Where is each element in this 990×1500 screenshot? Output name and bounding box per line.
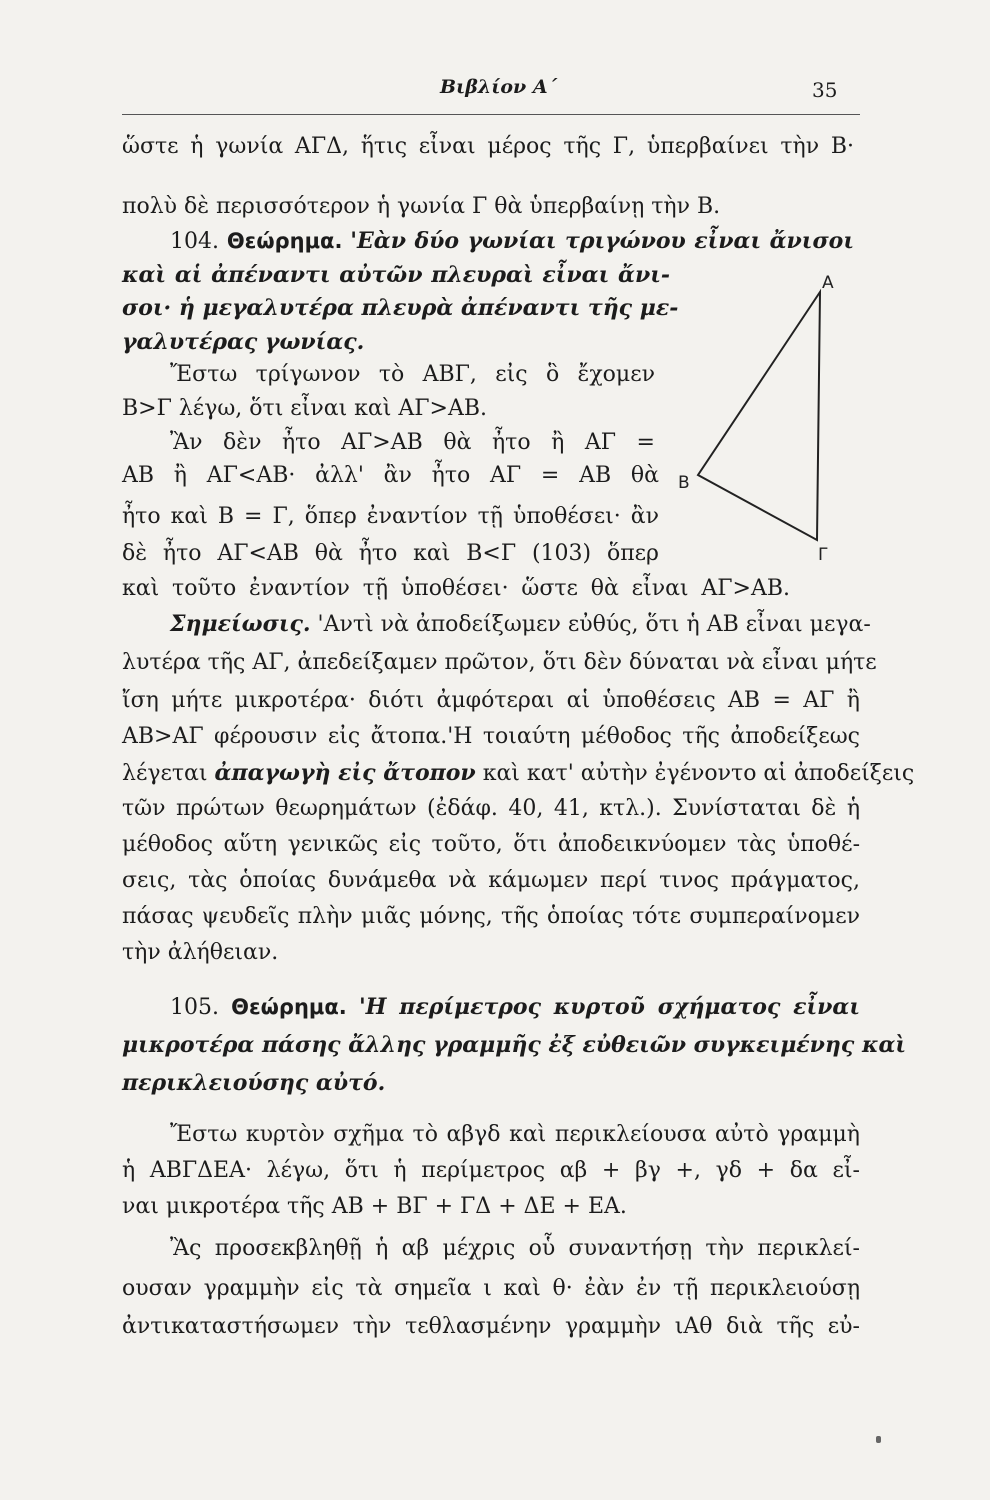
theorem-statement-line: γαλυτέρας γωνίας. bbox=[122, 329, 365, 355]
page-number: 35 bbox=[812, 78, 838, 102]
reductio-term: ἀπαγωγὴ εἰς ἄτοπον bbox=[214, 760, 476, 786]
theorem-statement-line: μικροτέρα πάσης ἄλλης γραμμῆς ἐξ εὐθειῶν συγκειμένης καὶ bbox=[122, 1032, 907, 1058]
text-line: σεις, τὰς ὁποίας δυνάμεθα νὰ κάμωμεν περί τινος πράγματος, bbox=[122, 868, 860, 893]
text-line: Ἂν δὲν ἦτο ΑΓ>ΑΒ θὰ ἦτο ἢ ΑΓ = bbox=[170, 430, 655, 455]
text-line: ἴση μήτε μικροτέρα· διότι ἀμφότεραι αἱ ὑποθέσεις ΑΒ = ΑΓ ἢ bbox=[122, 688, 860, 713]
theorem-statement: 'Εὰν δύο γωνίαι τριγώνου εἶναι ἄνισοι bbox=[350, 228, 854, 254]
triangle-abg bbox=[698, 292, 820, 540]
text-line: λυτέρα τῆς ΑΓ, ἀπεδείξαμεν πρῶτον, ὅτι δὲν δύναται νὰ εἶναι μήτε bbox=[122, 650, 877, 675]
text-line: Ἔστω κυρτὸν σχῆμα τὸ αβγδ καὶ περικλείουσα αὐτὸ γραμμὴ bbox=[170, 1122, 860, 1147]
print-speck bbox=[876, 1436, 881, 1443]
vertex-label-b: Β bbox=[678, 473, 690, 493]
theorem-statement-line: περικλειούσης αὐτό. bbox=[122, 1070, 386, 1096]
theorem-statement: 'Η περίμετρος κυρτοῦ σχήματος εἶναι bbox=[358, 994, 861, 1020]
text-line: ναι μικροτέρα τῆς ΑΒ + ΒΓ + ΓΔ + ΔΕ + ΕΑ. bbox=[122, 1194, 627, 1219]
section-number: 105. bbox=[170, 995, 219, 1020]
running-header-title: Βιβλίον Α΄ bbox=[440, 76, 558, 98]
theorem-statement-line: σοι· ἡ μεγαλυτέρα πλευρὰ ἀπέναντι τῆς με- bbox=[122, 295, 679, 321]
header-rule bbox=[122, 114, 860, 115]
text-line: ὥστε ἡ γωνία ΑΓΔ, ἥτις εἶναι μέρος τῆς Γ, ὑπερβαίνει τὴν Β· bbox=[122, 134, 854, 159]
section-number: 104. bbox=[170, 229, 219, 254]
theorem-label: Θεώρημα. bbox=[226, 229, 343, 253]
text-line: ΑΒ ἢ ΑΓ<ΑΒ· ἀλλ' ἂν ἦτο ΑΓ = ΑΒ θὰ bbox=[122, 463, 659, 488]
text-line: ἡ ΑΒΓΔΕΑ· λέγω, ὅτι ἡ περίμετρος αβ + βγ +, γδ + δα εἶ- bbox=[122, 1158, 860, 1183]
text-line: Ἔστω τρίγωνον τὸ ΑΒΓ, εἰς ὃ ἔχομεν bbox=[170, 362, 655, 387]
text-line: ουσαν γραμμὴν εἰς τὰ σημεῖα ι καὶ θ· ἐὰν ἐν τῇ περικλειούσῃ bbox=[122, 1276, 860, 1301]
text-line-reductio: λέγεται ἀπαγωγὴ εἰς ἄτοπον καὶ κατ' αὐτὴν ἐγένοντο αἱ ἀποδείξεις bbox=[122, 760, 915, 786]
theorem-statement-line: καὶ αἱ ἀπέναντι αὐτῶν πλευραὶ εἶναι ἄνι- bbox=[122, 262, 670, 288]
text-line: μέθοδος αὕτη γενικῶς εἰς τοῦτο, ὅτι ἀποδεικνύομεν τὰς ὑποθέ- bbox=[122, 832, 860, 857]
remark-first-line bbox=[122, 609, 871, 639]
text-line: καὶ τοῦτο ἐναντίον τῇ ὑποθέσει· ὥστε θὰ εἶναι ΑΓ>ΑΒ. bbox=[122, 576, 790, 601]
theorem-label: Θεώρημα. bbox=[231, 995, 347, 1019]
vertex-label-g: Γ bbox=[818, 545, 828, 565]
text-line: ΑΒ>ΑΓ φέρουσιν εἰς ἄτοπα.'Η τοιαύτη μέθοδος τῆς ἀποδείξεως bbox=[122, 724, 860, 749]
text-line: τῶν πρώτων θεωρημάτων (ἐδάφ. 40, 41, κτλ.). Συνίσταται δὲ ἡ bbox=[122, 796, 860, 821]
text-line: Β>Γ λέγω, ὅτι εἶναι καὶ ΑΓ>ΑΒ. bbox=[122, 396, 488, 421]
text-line: πολὺ δὲ περισσότερον ἡ γωνία Γ θὰ ὑπερβαίνῃ τὴν Β. bbox=[122, 194, 721, 219]
text-line: Ἂς προσεκβληθῇ ἡ αβ μέχρις οὗ συναντήσῃ τὴν περικλεί- bbox=[170, 1236, 860, 1261]
remark-text: 'Αντὶ νὰ ἀποδείξωμεν εὐθύς, ὅτι ἡ ΑΒ εἶναι μεγα- bbox=[317, 612, 871, 637]
text-line: τὴν ἀλήθειαν. bbox=[122, 940, 279, 965]
text-line: ἦτο καὶ Β = Γ, ὅπερ ἐναντίον τῇ ὑποθέσει· ἂν bbox=[122, 504, 659, 529]
vertex-label-a: Α bbox=[822, 273, 834, 293]
theorem-104-heading bbox=[122, 226, 854, 256]
triangle-figure bbox=[670, 270, 870, 580]
text-line: ἀντικαταστήσωμεν τὴν τεθλασμένην γραμμὴν ιΑθ διὰ τῆς εὐ- bbox=[122, 1314, 860, 1339]
theorem-105-heading bbox=[122, 992, 860, 1022]
triangle-diagram bbox=[670, 270, 870, 580]
remark-label: Σημείωσις. bbox=[170, 611, 311, 637]
text-line: πάσας ψευδεῖς πλὴν μιᾶς μόνης, τῆς ὁποίας τότε συμπεραίνομεν bbox=[122, 904, 860, 929]
text-line: δὲ ἦτο ΑΓ<ΑΒ θὰ ἦτο καὶ Β<Γ (103) ὅπερ bbox=[122, 541, 659, 566]
